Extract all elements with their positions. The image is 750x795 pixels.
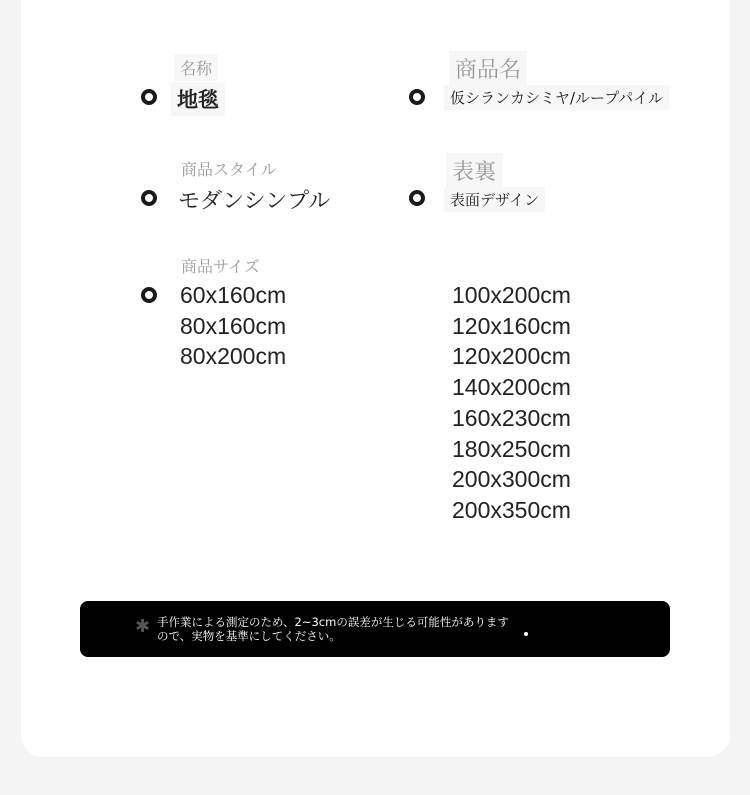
size-item: 200x350cm <box>452 496 571 523</box>
size-item: 80x160cm <box>180 312 287 339</box>
size-item: 60x160cm <box>180 282 287 308</box>
bullet-icon <box>409 89 425 105</box>
dot-icon <box>524 632 528 636</box>
size-item: 80x200cm <box>180 343 287 370</box>
size-list-left <box>180 280 286 372</box>
notice-line-2: ので、実物を基準にしてください。 <box>157 629 341 643</box>
bullet-icon <box>141 89 157 105</box>
notice-text <box>157 615 509 643</box>
size-item: 100x200cm <box>452 282 571 308</box>
size-item: 120x200cm <box>452 343 571 370</box>
size-item: 160x230cm <box>452 404 571 431</box>
surface-value: 表面デザイン <box>444 187 545 212</box>
bullet-icon <box>141 190 157 206</box>
name-label: 名称 <box>174 54 218 81</box>
size-item: 200x300cm <box>452 466 571 493</box>
measurement-notice <box>80 601 670 657</box>
bullet-icon <box>141 287 157 303</box>
size-label: 商品サイズ <box>181 257 260 276</box>
size-item: 120x160cm <box>452 312 571 339</box>
surface-label: 表裏 <box>446 153 502 188</box>
style-label: 商品スタイル <box>181 160 277 179</box>
product-name-label: 商品名 <box>449 51 527 86</box>
product-name-value: 仮シランカシミヤ/ループパイル <box>444 85 669 110</box>
style-value: モダンシンプル <box>178 189 331 214</box>
bullet-icon <box>409 190 425 206</box>
size-item: 140x200cm <box>452 374 571 401</box>
size-item: 180x250cm <box>452 435 571 462</box>
name-value: 地毯 <box>171 82 225 116</box>
size-list-right <box>452 280 571 526</box>
asterisk-icon: ✱ <box>135 616 151 637</box>
notice-line-1: 手作業による測定のため、2~3cmの誤差が生じる可能性があります <box>157 615 509 629</box>
